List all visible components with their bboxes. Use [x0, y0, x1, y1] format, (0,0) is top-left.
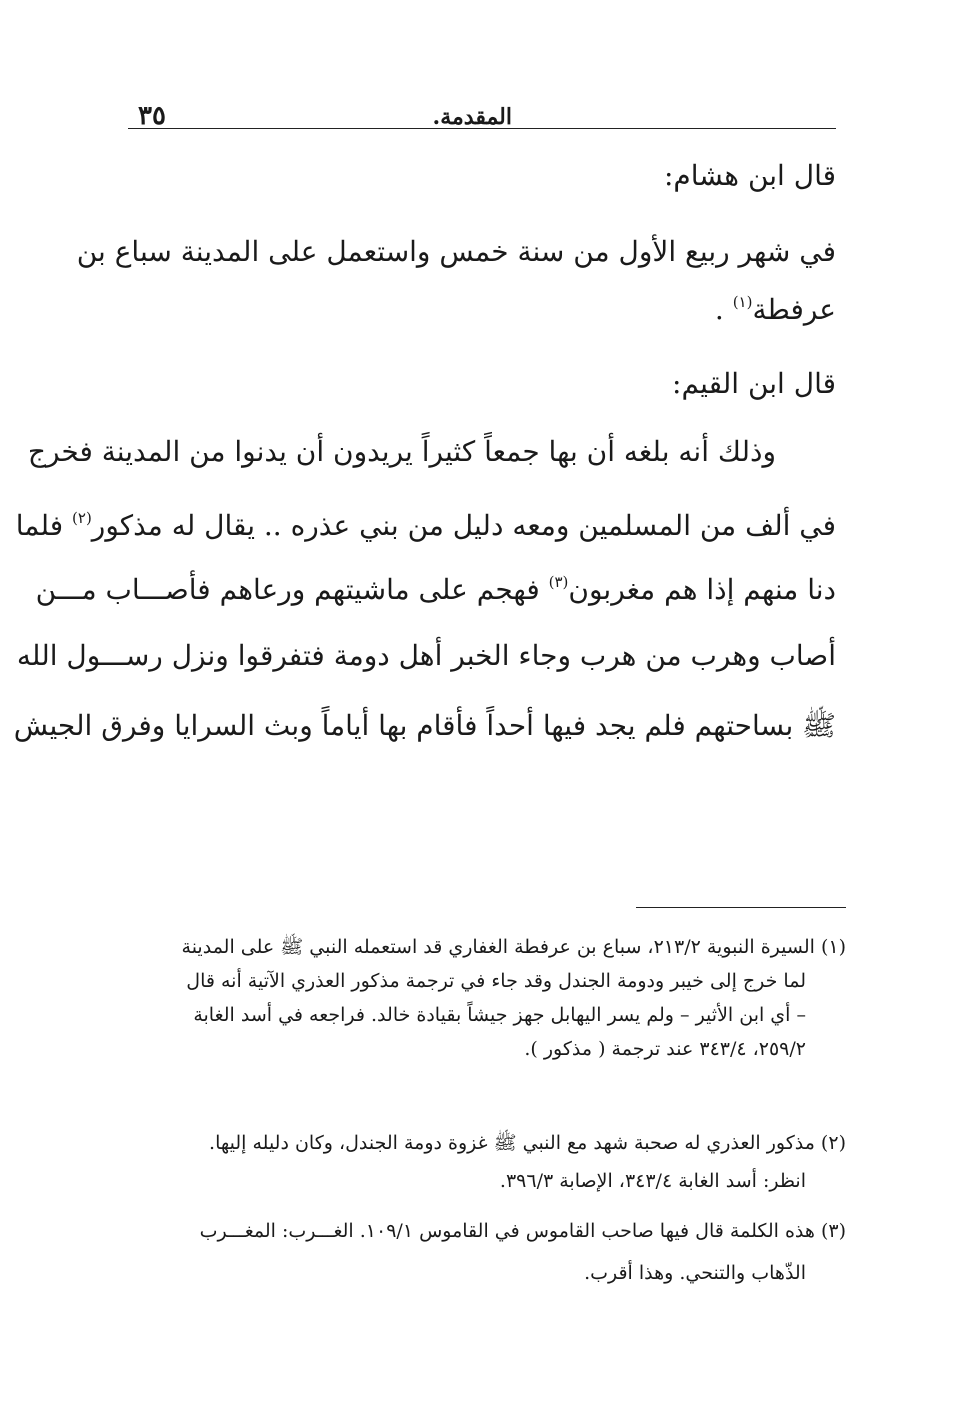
text-span: فهجم على ماشيتهم ورعاهم فأصـــاب مـــن	[35, 573, 549, 606]
footnote-marker: (١)	[732, 293, 753, 311]
footnote-1-line: لما خرج إلى خيبر ودومة الجندل وقد جاء في ترجمة مذكور العذري الآتية أنه قال	[186, 970, 806, 992]
paragraph-line: أصاب وهرب من هرب وجاء الخبر أهل دومة فتفرقوا ونزل رســـول الله	[16, 639, 836, 672]
paragraph-line	[35, 573, 836, 606]
page-number: ٣٥	[138, 101, 166, 131]
section-title: المقدمة.	[432, 104, 512, 130]
footnote-1-line: ٢٥٩/٢، ٣٤٣/٤ عند ترجمة ( مذكور ).	[524, 1038, 806, 1060]
heading-ibn-qayyim: قال ابن القيم:	[672, 367, 836, 400]
footnote-2-line: (٢) مذكور العذري له صحبة شهد مع النبي ﷺ غزوة دومة الجندل، وكان دليله إليها.	[209, 1132, 846, 1154]
paragraph-line	[15, 509, 836, 542]
text-span: في ألف من المسلمين ومعه دليل من بني عذره .. يقال له مذكور	[91, 509, 836, 542]
header-divider	[128, 128, 836, 129]
footnote-1-line: – أي ابن الأثير – ولم يسر اليهابل جهز جيشاً بقيادة خالد. فراجعه في أسد الغابة	[193, 1004, 806, 1026]
footnote-3-line: (٣) هذه الكلمة قال فيها صاحب القاموس في القاموس ١٠٩/١. الغـــرب: المغـــرب	[199, 1220, 846, 1242]
paragraph-line	[128, 294, 836, 326]
footnote-marker: (٢)	[72, 509, 92, 527]
text-span: فلما	[15, 509, 73, 542]
text-span: .	[714, 293, 733, 326]
text-span: عرفطة	[752, 293, 836, 326]
footnote-marker: (٣)	[548, 573, 569, 591]
footnote-1-line: (١) السيرة النبوية ٢١٣/٢، سباع بن عرفطة الغفاري قد استعمله النبي ﷺ على المدينة	[181, 936, 846, 958]
footnote-divider	[636, 907, 846, 908]
heading-ibn-hisham: قال ابن هشام:	[664, 159, 836, 192]
paragraph-line: في شهر ربيع الأول من سنة خمس واستعمل على المدينة سباع بن	[76, 235, 836, 268]
paragraph-line: وذلك أنه بلغه أن بها جمعاً كثيراً يريدون أن يدنوا من المدينة فخرج	[27, 435, 776, 468]
footnote-2-line: انظر: أسد الغابة ٣٤٣/٤، الإصابة ٣٩٦/٣.	[499, 1170, 806, 1192]
footnote-3-line: الذّهاب والتنحي. وهذا أقرب.	[584, 1262, 806, 1284]
paragraph-line: ﷺ بساحتهم فلم يجد فيها أحداً فأقام بها أياماً وبث السرايا وفرق الجيش	[13, 709, 836, 742]
text-span: دنا منهم إذا هم مغربون	[568, 573, 836, 606]
